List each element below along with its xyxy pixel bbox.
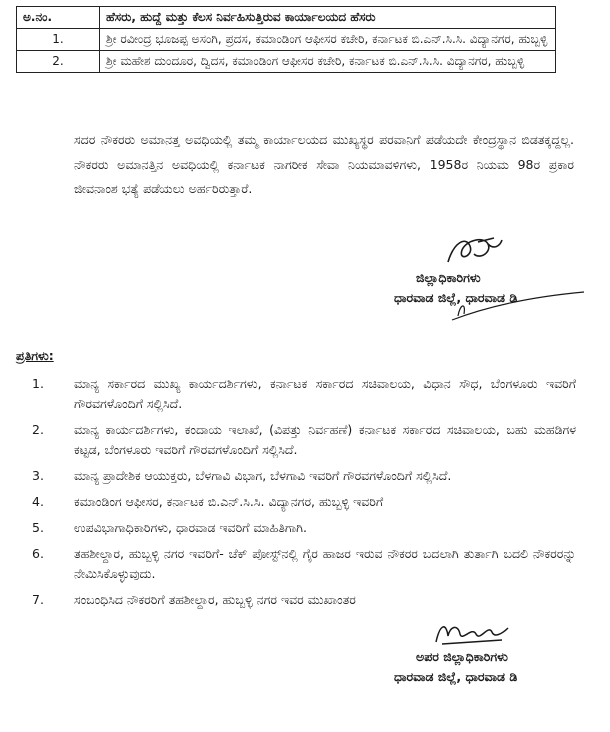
list-item bbox=[16, 590, 576, 610]
item-text: ಉಪವಿಭಾಗಾಧಿಕಾರಿಗಳು, ಧಾರವಾಡ ಇವರಿಗೆ ಮಾಹಿತಿಗಾಗಿ. bbox=[74, 520, 307, 535]
item-number: 2. bbox=[32, 422, 44, 437]
signatory-block-2 bbox=[394, 647, 517, 687]
table-row bbox=[17, 51, 556, 73]
item-text: ಮಾನ್ಯ ಕಾರ್ಯದರ್ಶಿಗಳು, ಕಂದಾಯ ಇಲಾಖೆ, (ವಿಪತ್ತು ನಿರ್ವಹಣೆ) ಕರ್ನಾಟಕ ಸರ್ಕಾರದ ಸಚಿವಾಲಯ, ಬಹು ಮಹಡಿಗಳ ಕಟ್ಟಡ, ಬೆಂಗಳೂರು ಇವರಿಗೆ ಗೌರವಗಳೊಂದಿಗೆ ಸಲ್ಲಿಸಿದೆ. bbox=[74, 422, 576, 457]
office: ಧಾರವಾಡ ಜಿಲ್ಲೆ, ಧಾರವಾಡ bbox=[394, 669, 505, 684]
body-paragraph: ಸದರ ನೌಕರರು ಅಮಾನತ್ತ ಅವಧಿಯಲ್ಲಿ ತಮ್ಮ ಕಾರ್ಯಾಲಯದ ಮುಖ್ಯಸ್ಥರ ಪರವಾನಿಗೆ ಪಡೆಯದೇ ಕೇಂದ್ರಸ್ಥಾನ ಬಿಡತಕ್ಕದ್ದಲ್ಲ. ನೌಕರರು ಅಮಾನತ್ತಿನ ಅವಧಿಯಲ್ಲಿ ಕರ್ನಾಟಕ ನಾಗರೀಕ ಸೇವಾ ನಿಯಮಾವಳಿಗಳು, 1958ರ ನಿಯಮ 98ರ ಪ್ರಕಾರ ಜೀವನಾಂಶ ಭತ್ಯೆ ಪಡೆಯಲು ಅರ್ಹರಿರುತ್ತಾರೆ. bbox=[74, 132, 574, 196]
list-item bbox=[16, 374, 576, 414]
item-text: ಮಾನ್ಯ ಪ್ರಾದೇಶಿಕ ಆಯುಕ್ತರು, ಬೆಳಗಾವಿ ವಿಭಾಗ, ಬೆಳಗಾವಿ ಇವರಿಗೆ ಗೌರವಗಳೊಂದಿಗೆ ಸಲ್ಲಿಸಿದೆ. bbox=[74, 468, 452, 483]
copies-title: ಪ್ರತಿಗಳು: bbox=[16, 348, 54, 363]
signature-stroke bbox=[448, 290, 588, 324]
staff-cell: ಶ್ರೀ ಮಹೇಶ ದುಂದೂರ, ದ್ವಿದಸ, ಕಮಾಂಡಿಂಗ ಆಫೀಸರ ಕಚೇರಿ, ಕರ್ನಾಟಕ ಬಿ.ಎನ್.ಸಿ.ಸಿ. ವಿದ್ಯಾನಗರ, ಹುಬ್ಬಳ್ಳಿ bbox=[100, 51, 556, 73]
table-row bbox=[17, 29, 556, 51]
item-number: 4. bbox=[32, 494, 44, 509]
list-item bbox=[16, 544, 576, 584]
list-item bbox=[16, 518, 576, 538]
signature-2 bbox=[432, 618, 512, 648]
serial-cell: 1. bbox=[17, 29, 100, 51]
item-number: 6. bbox=[32, 546, 44, 561]
staff-cell: ಶ್ರೀ ರವೀಂದ್ರ ಭೂಜಪ್ಪ ಅಸಂಗಿ, ಪ್ರದಸ, ಕಮಾಂಡಿಂಗ ಆಫೀಸರ ಕಚೇರಿ, ಕರ್ನಾಟಕ ಬಿ.ಎನ್.ಸಿ.ಸಿ. ವಿದ್ಯಾನಗರ, ಹುಬ್ಬಳ್ಳಿ bbox=[100, 29, 556, 51]
designation: ಅಪರ ಜಿಲ್ಲಾಧಿಕಾರಿಗಳು bbox=[416, 649, 508, 664]
serial-cell: 2. bbox=[17, 51, 100, 73]
item-number: 3. bbox=[32, 468, 44, 483]
signature-1 bbox=[444, 232, 504, 268]
item-text: ಸಂಬಂಧಿಸಿದ ನೌಕರರಿಗೆ ತಹಶೀಲ್ದಾರ, ಹುಬ್ಬಳ್ಳಿ ನಗರ ಇವರ ಮುಖಾಂತರ bbox=[74, 592, 356, 607]
designation: ಜಿಲ್ಲಾಧಿಕಾರಿಗಳು bbox=[416, 270, 481, 285]
serial-header: ಅ.ನಂ. bbox=[17, 7, 100, 29]
item-number: 7. bbox=[32, 592, 44, 607]
item-text: ಕಮಾಂಡಿಂಗ ಆಫೀಸರ, ಕರ್ನಾಟಕ ಬಿ.ಎನ್.ಸಿ.ಸಿ. ವಿದ್ಯಾನಗರ, ಹುಬ್ಬಳ್ಳಿ ಇವರಿಗೆ bbox=[74, 494, 384, 509]
copies-list bbox=[16, 374, 576, 616]
list-item bbox=[16, 420, 576, 460]
item-text: ತಹಶೀಲ್ದಾರ, ಹುಬ್ಬಳ್ಳಿ ನಗರ ಇವರಿಗೆ- ಚೆಕ್ ಪೋಸ್ಟ್‌ನಲ್ಲಿ ಗೈರ ಹಾಜರ ಇರುವ ನೌಕರರ ಬದಲಾಗಿ ತುರ್ತಾಗಿ ಬದಲಿ ನೌಕರರನ್ನು ನೇಮಿಸಿಕೊಳ್ಳುವುದು. bbox=[74, 546, 576, 581]
list-item bbox=[16, 466, 576, 486]
table-header-row bbox=[17, 7, 556, 29]
initial-mark: ಡಿ bbox=[509, 290, 518, 305]
list-item bbox=[16, 492, 576, 512]
initial-mark: ಡಿ bbox=[509, 669, 518, 684]
name-header: ಹೆಸರು, ಹುದ್ದೆ ಮತ್ತು ಕೆಲಸ ನಿರ್ವಹಿಸುತ್ತಿರುವ ಕಾರ್ಯಾಲಯದ ಹೆಸರು bbox=[100, 7, 556, 29]
item-number: 1. bbox=[32, 376, 44, 391]
item-number: 5. bbox=[32, 520, 44, 535]
office: ಧಾರವಾಡ ಜಿಲ್ಲೆ, ಧಾರವಾಡ bbox=[394, 290, 505, 305]
staff-table bbox=[16, 6, 556, 73]
item-text: ಮಾನ್ಯ ಸರ್ಕಾರದ ಮುಖ್ಯ ಕಾರ್ಯದರ್ಶಿಗಳು, ಕರ್ನಾಟಕ ಸರ್ಕಾರದ ಸಚಿವಾಲಯ, ವಿಧಾನ ಸೌಧ, ಬೆಂಗಳೂರು ಇವರಿಗೆ ಗೌರವಗಳೊಂದಿಗೆ ಸಲ್ಲಿಸಿದೆ. bbox=[74, 376, 576, 411]
